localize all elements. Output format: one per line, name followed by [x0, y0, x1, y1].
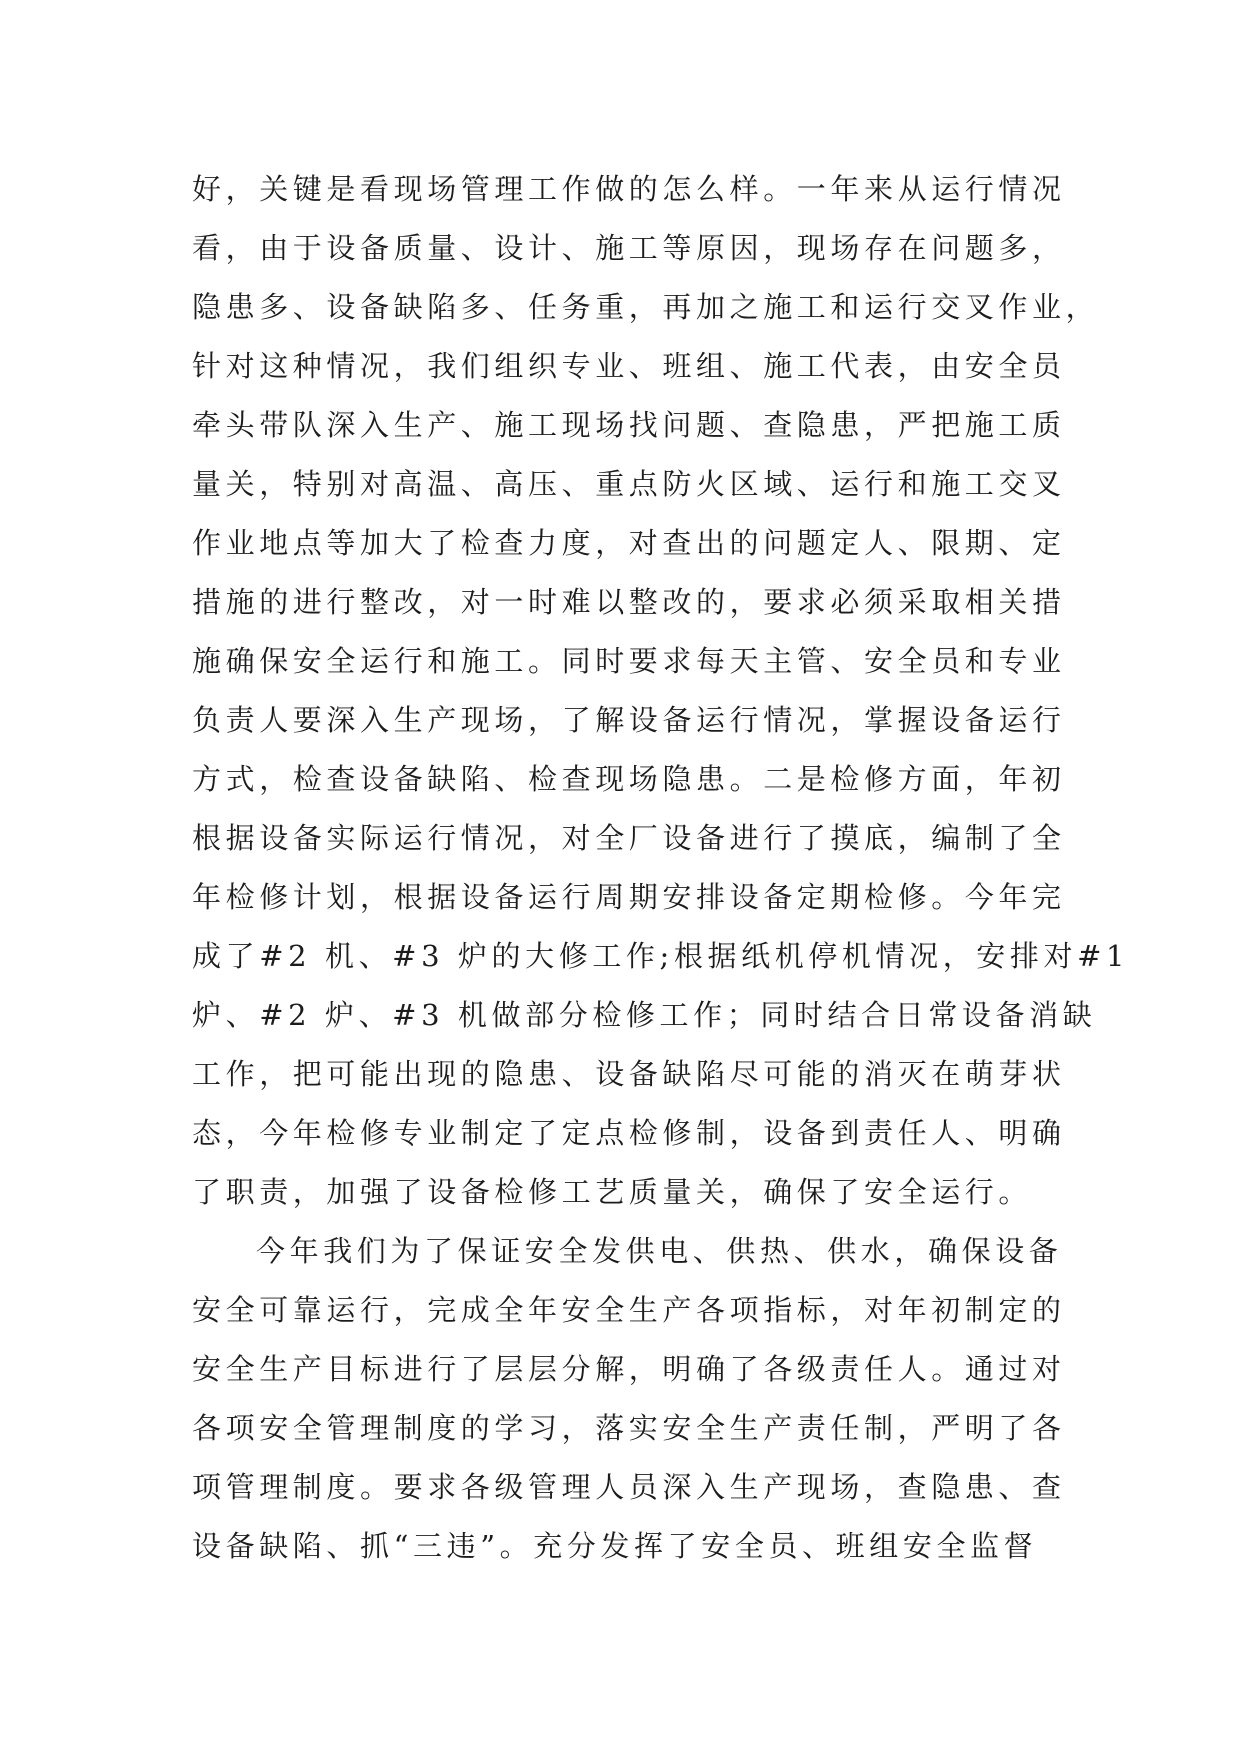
text-line: 各项安全管理制度的学习，落实安全生产责任制，严明了各	[192, 1411, 1066, 1445]
text-line: 炉、#2 炉、#3 机做部分检修工作；同时结合日常设备消缺	[192, 998, 1097, 1032]
body-text	[192, 160, 1130, 1576]
text-line: 项管理制度。要求各级管理人员深入生产现场，查隐患、查	[192, 1470, 1066, 1504]
text-line: 针对这种情况，我们组织专业、班组、施工代表，由安全员	[192, 349, 1066, 383]
text-line: 根据设备实际运行情况，对全厂设备进行了摸底，编制了全	[192, 821, 1066, 855]
paragraph-1	[192, 160, 1130, 1222]
text-line: 作业地点等加大了检查力度，对查出的问题定人、限期、定	[192, 526, 1066, 560]
text-line: 方式，检查设备缺陷、检查现场隐患。二是检修方面，年初	[192, 762, 1066, 796]
text-line: 安全生产目标进行了层层分解，明确了各级责任人。通过对	[192, 1352, 1066, 1386]
text-line: 今年我们为了保证安全发供电、供热、供水，确保设备	[256, 1234, 1063, 1268]
text-line: 好，关键是看现场管理工作做的怎么样。一年来从运行情况	[192, 172, 1066, 206]
text-line: 设备缺陷、抓“三违”。充分发挥了安全员、班组安全监督	[192, 1529, 1038, 1563]
text-line: 态，今年检修专业制定了定点检修制，设备到责任人、明确	[192, 1116, 1066, 1150]
text-line: 安全可靠运行，完成全年安全生产各项指标，对年初制定的	[192, 1293, 1066, 1327]
text-line: 牵头带队深入生产、施工现场找问题、查隐患，严把施工质	[192, 408, 1066, 442]
paragraph-2	[192, 1222, 1072, 1576]
text-line: 负责人要深入生产现场，了解设备运行情况，掌握设备运行	[192, 703, 1066, 737]
text-line: 隐患多、设备缺陷多、任务重，再加之施工和运行交叉作业，	[192, 290, 1100, 324]
text-line: 成了#2 机、#3 炉的大修工作;根据纸机停机情况，安排对#1	[192, 939, 1130, 973]
text-line: 看，由于设备质量、设计、施工等原因，现场存在问题多，	[192, 231, 1066, 265]
text-line: 工作，把可能出现的隐患、设备缺陷尽可能的消灭在萌芽状	[192, 1057, 1066, 1091]
text-line: 年检修计划，根据设备运行周期安排设备定期检修。今年完	[192, 880, 1066, 914]
text-line: 施确保安全运行和施工。同时要求每天主管、安全员和专业	[192, 644, 1066, 678]
text-line: 了职责，加强了设备检修工艺质量关，确保了安全运行。	[192, 1175, 1033, 1209]
text-line: 量关，特别对高温、高压、重点防火区域、运行和施工交叉	[192, 467, 1066, 501]
text-line: 措施的进行整改，对一时难以整改的，要求必须采取相关措	[192, 585, 1066, 619]
